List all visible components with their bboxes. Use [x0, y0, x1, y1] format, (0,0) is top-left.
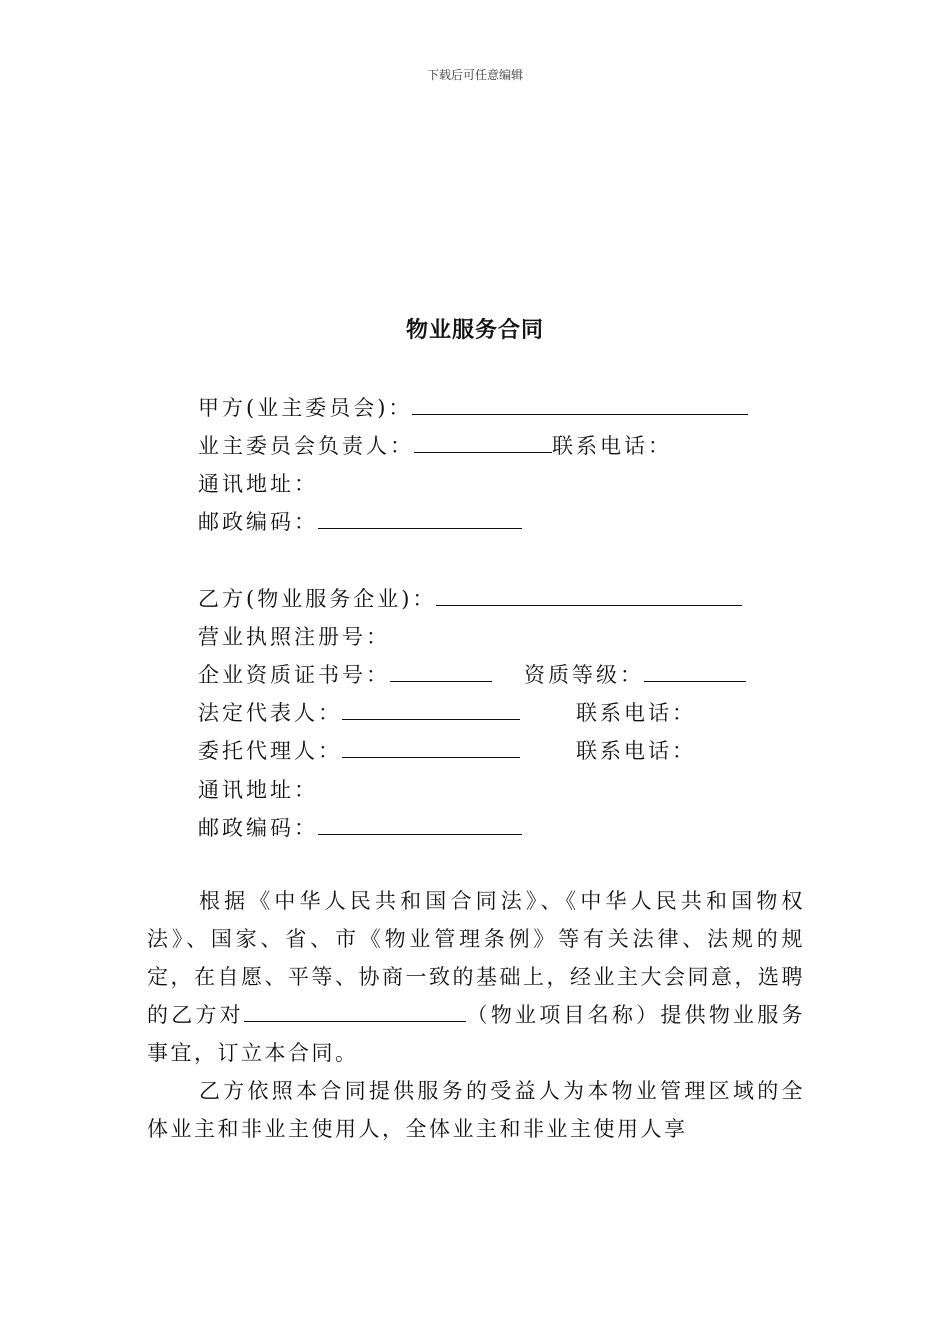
party-a-name-row — [198, 392, 748, 422]
party-b-address-label: 通讯地址： — [198, 778, 318, 802]
project-name-blank — [244, 1001, 466, 1022]
party-b-legal-rep-blank — [342, 699, 520, 720]
party-b-name-row — [198, 583, 742, 613]
party-b-legal-rep-label: 法定代表人： — [198, 701, 342, 725]
party-b-postcode-blank — [318, 814, 522, 835]
party-a-postcode-blank — [318, 508, 522, 529]
party-b-grade-label: 资质等级： — [524, 663, 644, 687]
party-a-phone-label: 联系电话： — [552, 434, 672, 458]
party-b-agent-row — [198, 735, 520, 765]
party-a-leader-label: 业主委员会负责人： — [198, 434, 414, 458]
party-a-address-row — [198, 468, 318, 498]
body-paragraph-2: 乙方依照本合同提供服务的受益人为本物业管理区域的全体业主和非业主使用人，全体业主和非业主使用人享 — [147, 1079, 805, 1141]
party-b-phone2-row — [576, 735, 696, 765]
page-header: 下载后可任意编辑 — [426, 68, 523, 82]
party-b-postcode-row — [198, 812, 522, 842]
party-a-address-label: 通讯地址： — [198, 472, 318, 496]
party-a-postcode-label: 邮政编码： — [198, 510, 318, 534]
body-paragraph-1-a: 根据《中华人民共和国合同法》、《中华人民共和国物权法》、国家、省、市《物业管理条例》等有关法律、法规的规定，在自愿、平等、协商一致的基础上，经业主大会同意，选聘的乙方对 — [147, 889, 805, 1027]
party-b-license-label: 营业执照注册号： — [198, 625, 390, 649]
party-a-name-blank — [412, 394, 748, 415]
party-a-postcode-row — [198, 506, 522, 536]
document-title: 物业服务合同 — [405, 317, 544, 343]
party-b-legal-rep-row — [198, 697, 520, 727]
body-paragraph-1 — [147, 882, 805, 1072]
party-b-name-blank — [436, 585, 742, 606]
party-b-phone-row — [576, 697, 696, 727]
party-b-grade-blank — [644, 661, 746, 682]
party-b-cert-label: 企业资质证书号： — [198, 663, 390, 687]
party-b-agent-label: 委托代理人： — [198, 739, 342, 763]
party-b-address-row — [198, 774, 318, 804]
party-a-leader-blank — [414, 432, 552, 453]
party-b-name-label: 乙方(物业服务企业)： — [198, 587, 437, 611]
party-b-cert-blank — [390, 661, 492, 682]
party-a-name-label: 甲方(业主委员会)： — [198, 396, 413, 420]
party-b-postcode-label: 邮政编码： — [198, 816, 318, 840]
party-b-cert-row — [198, 659, 746, 689]
body-paragraph-1-b: （物业项目名称）提供物业服务事宜，订立本合同。 — [147, 1003, 806, 1065]
party-b-agent-blank — [342, 737, 520, 758]
party-b-license-row — [198, 621, 390, 651]
party-a-leader-row — [198, 430, 672, 460]
party-b-phone-label: 联系电话： — [576, 701, 696, 725]
party-b-phone2-label: 联系电话： — [576, 739, 696, 763]
